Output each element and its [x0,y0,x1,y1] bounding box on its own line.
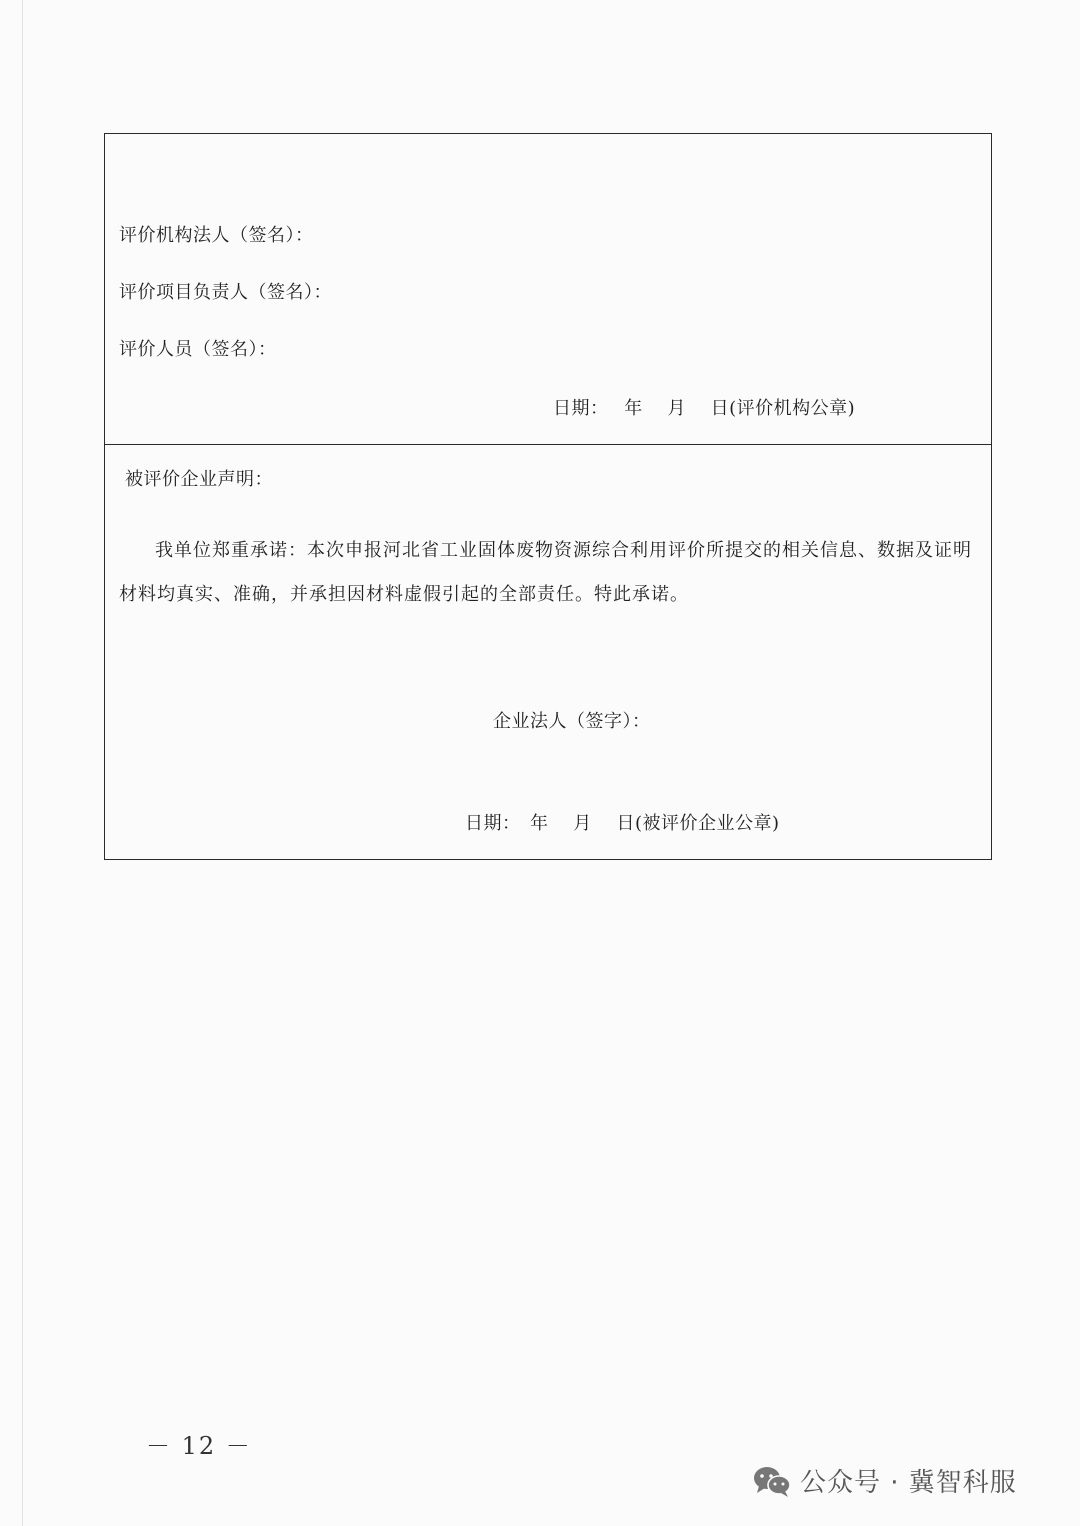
evaluation-institution-section [105,134,991,445]
page-number: － 12 － [146,1432,252,1460]
enterprise-legal-rep-signature-label: 企业法人（签字）： [493,711,651,732]
page-edge [22,0,23,1526]
project-lead-signature-label: 评价项目负责人（签名）： [119,282,332,303]
institution-legal-rep-signature-label: 评价机构法人（签名）： [119,225,314,246]
enterprise-date-stamp-line: 日期： 年 月 日(被评价企业公章) [465,813,780,834]
watermark [752,1462,1017,1499]
enterprise-declaration-section [105,445,991,859]
wechat-icon [752,1464,792,1498]
watermark-text: 公众号 · 冀智科服 [800,1468,1017,1498]
evaluator-signature-label: 评价人员（签名）： [119,339,277,360]
enterprise-declaration-statement: 我单位郑重承诺：本次申报河北省工业固体废物资源综合利用评价所提交的相关信息、数据及证明材料均真实、准确，并承担因材料虚假引起的全部责任。特此承诺。 [119,540,972,605]
declaration-form-table [104,133,992,860]
enterprise-declaration-heading: 被评价企业声明： [125,469,273,490]
institution-date-stamp-line: 日期： 年 月 日(评价机构公章) [553,398,856,419]
